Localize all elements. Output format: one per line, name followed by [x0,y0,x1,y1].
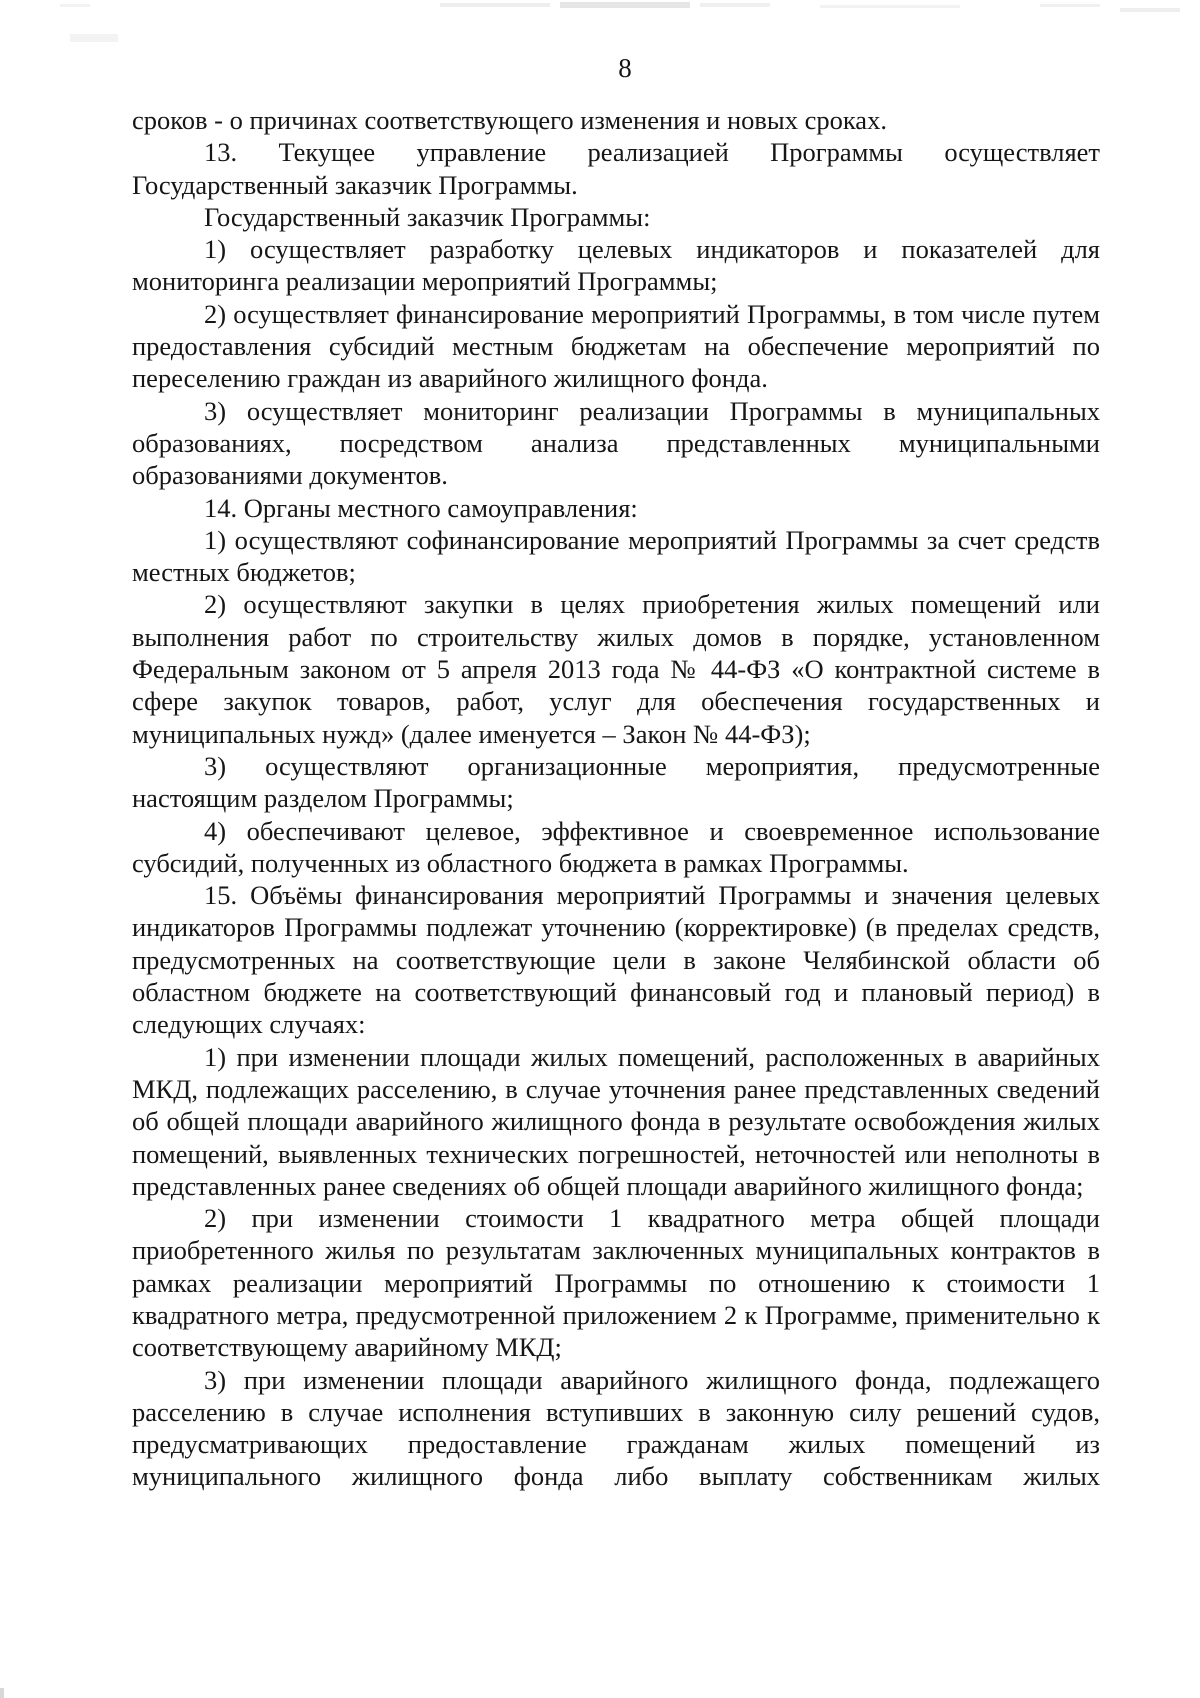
paragraph: 1) осуществляют софинансирование мероприятий Программы за счет средств местных бюджетов; [132,524,1100,588]
paragraph: 2) осуществляют закупки в целях приобретения жилых помещений или выполнения работ по строительству жилых домов в порядке, установленном Федеральным законом от 5 апреля 2013 года № 44-ФЗ «О контрактной системе в сфере закупок товаров, работ, услуг для обеспечения государственных и муниципальных нужд» (далее именуется – Закон № 44-ФЗ); [132,589,1100,749]
paragraph: сроков - о причинах соответствующего изменения и новых сроках. [132,105,887,135]
paragraph: 3) осуществляют организационные мероприятия, предусмотренные настоящим разделом Программы; [132,750,1100,814]
paragraph: 3) при изменении площади аварийного жилищного фонда, подлежащего расселению в случае исполнения вступивших в законную силу решений судов, предусматривающих предоставление гражданам жилых помещений из муниципального жилищного фонда либо выплату собственникам жилых [132,1364,1100,1492]
paragraph: 4) обеспечивают целевое, эффективное и своевременное использование субсидий, полученных из областного бюджета в рамках Программы. [132,815,1100,878]
scan-edge-mark [0,1688,4,1698]
paragraph: 13. Текущее управление реализацией Программы осуществляет Государственный заказчик Программы. [132,137,1100,200]
paragraph: 3) осуществляет мониторинг реализации Программы в муниципальных образованиях, посредством анализа представленных муниципальными образованиями документов. [132,395,1100,491]
paragraph: 15. Объёмы финансирования мероприятий Программы и значения целевых индикаторов Программы подлежат уточнению (корректировке) (в пределах средств, предусмотренных на соответствующие цели в законе Челябинской области об областном бюджете на соответствующий финансовый год и плановый период) в следующих случаях: [132,880,1100,1040]
paragraph: 2) при изменении стоимости 1 квадратного метра общей площади приобретенного жилья по результатам заключенных муниципальных контрактов в рамках реализации мероприятий Программы по отношению к стоимости 1 квадратного метра, предусмотренной приложением 2 к Программе, применительно к соответствующему аварийному МКД; [132,1203,1100,1363]
paragraph: 14. Органы местного самоуправления: [204,492,638,523]
scan-noise-strip [0,0,1200,60]
paragraph: 1) осуществляет разработку целевых индикаторов и показателей для мониторинга реализации мероприятий Программы; [132,234,1100,297]
paragraph: 1) при изменении площади жилых помещений, расположенных в аварийных МКД, подлежащих расселению, в случае уточнения ранее представленных сведений об общей площади аварийного жилищного фонда в результате освобождения жилых помещений, выявленных технических погрешностей, неточностей или неполноты в представленных ранее сведениях об общей площади аварийного жилищного фонда; [132,1041,1100,1201]
page-number: 8 [618,53,632,83]
paragraph: Государственный заказчик Программы: [204,201,651,232]
paragraph: 2) осуществляет финансирование мероприятий Программы, в том числе путем предоставления субсидий местным бюджетам на обеспечение мероприятий по переселению граждан из аварийного жилищного фонда. [132,298,1100,394]
document-body [132,104,1100,1493]
